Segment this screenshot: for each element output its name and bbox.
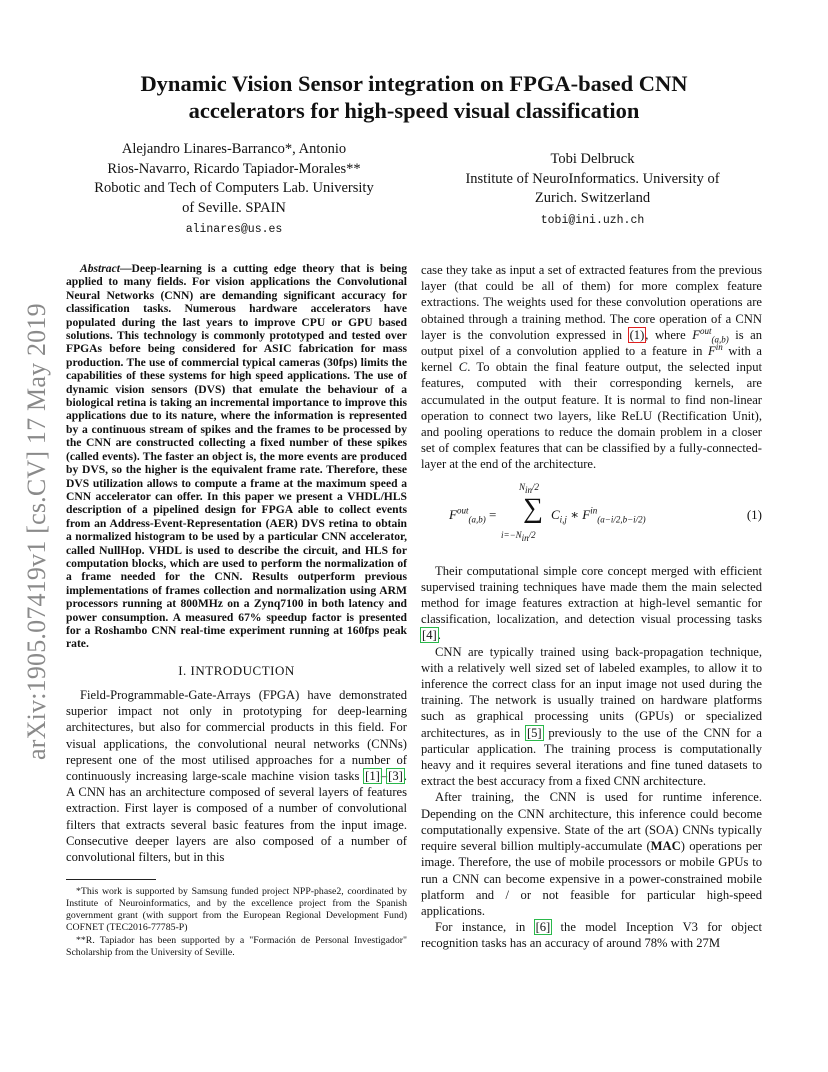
math-inline: $F^{out}_{(a,b)}$ <box>692 325 729 345</box>
body-paragraph: CNN are typically trained using back-propagation technique, with a relatively well sized set of labeled examples, to allow it to inference the correct class for an input image not used during the training. The network is usually trained on hardware platforms such as graphical processing units (GPUs) or specialized architectures, as in [5] previously to the use of the CNN for a particular application. The training process is computationally heavy and it requires several iterations and fine tuned datasets to extract the best accuracy from a fixed CNN architecture. <box>421 644 762 789</box>
arxiv-stamp: arXiv:1905.07419v1 [cs.CV] 17 May 2019 <box>22 303 51 760</box>
abstract-label: Abstract <box>80 262 120 275</box>
affiliation-line: Robotic and Tech of Computers Lab. University <box>94 180 374 196</box>
equation-rhs: $C_{i,j}$ ∗ $F^{in}_{(a-i/2,b-i/2)}$ <box>551 505 646 525</box>
equation-ref-link[interactable]: (1) <box>629 327 645 342</box>
author-line: Tobi Delbruck <box>550 151 635 167</box>
affiliation-line: of Seville. SPAIN <box>182 199 286 216</box>
math-inline: C <box>458 360 468 375</box>
title-line: Dynamic Vision Sensor integration on FPGA-based CNN <box>140 71 688 96</box>
author-block-right <box>440 150 745 230</box>
title-line: accelerators for high-speed visual classification <box>188 98 640 123</box>
citation-link[interactable]: [1] <box>365 769 380 783</box>
citation-link[interactable]: [6] <box>535 920 551 935</box>
left-column <box>66 262 407 961</box>
equation-lhs: $F^{out}_{(a,b)}$ = <box>449 505 497 525</box>
sum-lower-limit: $i=-N_{in}/2$ <box>501 529 536 543</box>
body-paragraph: For instance, in [6] the model Inception V3 for object recognition tasks has an accuracy of around 78% with 27M <box>421 920 762 951</box>
body-paragraph: After training, the CNN is used for runtime inference. Depending on the CNN architecture, this inference could become computationally expensive. State of the art (SOA) CNNs typically require several billion multiply-accumulate (MAC) operations per image. Therefore, the use of mobile processors or mobile GPUs to run a CNN can become expensive in a power-constrained mobile platform and / or not feasible for particular high-speed applications. <box>421 790 762 918</box>
abstract-text: —Deep-learning is a cutting edge theory that is being applied to many fields. For vision applications the Convolutional Neural Networks (CNN) are demanding significant accuracy for classification tasks. Numerous hardware accelerators have populated during the last years to improve CPU or GPU based solutions. This technology is commonly prototyped and tested over FPGAs before being considered for ASIC fabrication for mass production. The use of commercial typical cameras (30fps) limits the capabilities of these systems for high speed applications. The use of dynamic vision sensors (DVS) that emulate the behaviour of a biological retina is taking an incremental importance to improve this applications due to its nature, where the information is represented by a continuous stream of spikes and the frames to be processed by the CNN are constructed collecting a fixed number of these spikes (called events). The faster an object is, the more events are produced by DVS, so the higher is the equivalent frame rate. Therefore, these DVS utilization allows to compute a frame at the maximum speed a CNN accelerator can offer. In this paper we present a VHDL/HLS description of a pipelined design for FPGA able to collect events from an Address-Event-Representation (AER) DVS retina to obtain a normalized histogram to be used by a particular CNN accelerator, called NullHop. VHDL is used to describe the circuit, and HLS for computation blocks, which are used to perform the normalization of a frame needed for the CNN. Results outperform previous implementations of frames collection and normalization using ARM processors running at 800MHz on a Zynq7100 in both latency and power consumption. A measured 67% speedup factor is presented for a Roshambo CNN real-time experiment running at 160fps peak rate. <box>66 262 407 651</box>
footnote-divider <box>66 879 156 880</box>
intro-paragraph: Field-Programmable-Gate-Arrays (FPGA) have demonstrated superior impact not only in prototyping for deep-learning architectures, but also for commercial products in this field. For visual applications, the convolutional neural networks (CNNs) represent one of the most utilised approaches for a number of continuously increasing large-scale machine vision tasks [1]–[3]. A CNN has an architecture composed of several layers of features extraction. First layer is composed of a number of convolutional filters that extracts several basic features from the input image. Consecutive deeper layers are also composed of a number of convolutional filters, but in this <box>66 687 407 865</box>
right-column <box>421 262 762 952</box>
author-email[interactable]: tobi@ini.uzh.ch <box>540 213 645 227</box>
author-email[interactable]: alinares@us.es <box>185 223 283 236</box>
citation-link[interactable]: [3] <box>388 769 403 783</box>
body-paragraph: Their computational simple core concept merged with efficient supervised training techniques have made them the main selected method for image features extraction at high-level semantic for classification, localization, and detection visual processing tasks [4]. <box>421 563 762 643</box>
author-block-left <box>75 140 393 240</box>
abstract <box>66 262 407 651</box>
mac-term: MAC <box>650 839 681 854</box>
affiliation-line: Institute of NeuroInformatics. University of <box>465 170 720 187</box>
citation-link[interactable]: [5] <box>526 725 542 740</box>
paper-title <box>60 70 768 124</box>
citation-link[interactable]: [4] <box>422 628 437 643</box>
footnote: **R. Tapiador has been supported by a "Formación de Personal Investigador" Scholarship from the University of Seville. <box>66 935 407 959</box>
equation-number: (1) <box>746 506 762 522</box>
affiliation-line: Zurich. Switzerland <box>534 190 651 206</box>
sum-upper-limit: $N_{in}/2$ <box>519 481 540 495</box>
body-paragraph: case they take as input a set of extracted features from the previous layer (that could be all of them) for more complex feature extractions. The weights used for these convolution operations are obtained through a training method. The core operation of a CNN layer is the convolution expressed in (1), where $F^{out}_{(a,b)}$ is an output pixel of a convolution applied to a feature in $F^{in}$ with a kernel C. To obtain the final feature output, the selected input features, computed with their corresponding kernels, are accumulated in the output feature. It is normal to find non-linear operation to connect two layers, like ReLU (Rectification Unit), and pooling operations to reduce the domain problem in a closer set of complex features that can be classified by a fully-connected-layer at the end of the architecture. <box>421 263 762 472</box>
summation-sign: ∑ <box>523 492 543 524</box>
equation-1 <box>421 481 762 547</box>
author-line: Alejandro Linares-Barranco*, Antonio <box>121 141 347 157</box>
section-heading: I. INTRODUCTION <box>178 662 295 678</box>
author-line: Rios-Navarro, Ricardo Tapiador-Morales** <box>107 160 361 177</box>
footnote: *This work is supported by Samsung funded project NPP-phase2, coordinated by Institute of Neuroinformatics, and by the excellence project from the Spanish government grant (with support from the European Regional Development Fund) COFNET (TEC2016-77785-P) <box>66 886 407 933</box>
math-inline: $F^{in}$ <box>708 341 723 359</box>
